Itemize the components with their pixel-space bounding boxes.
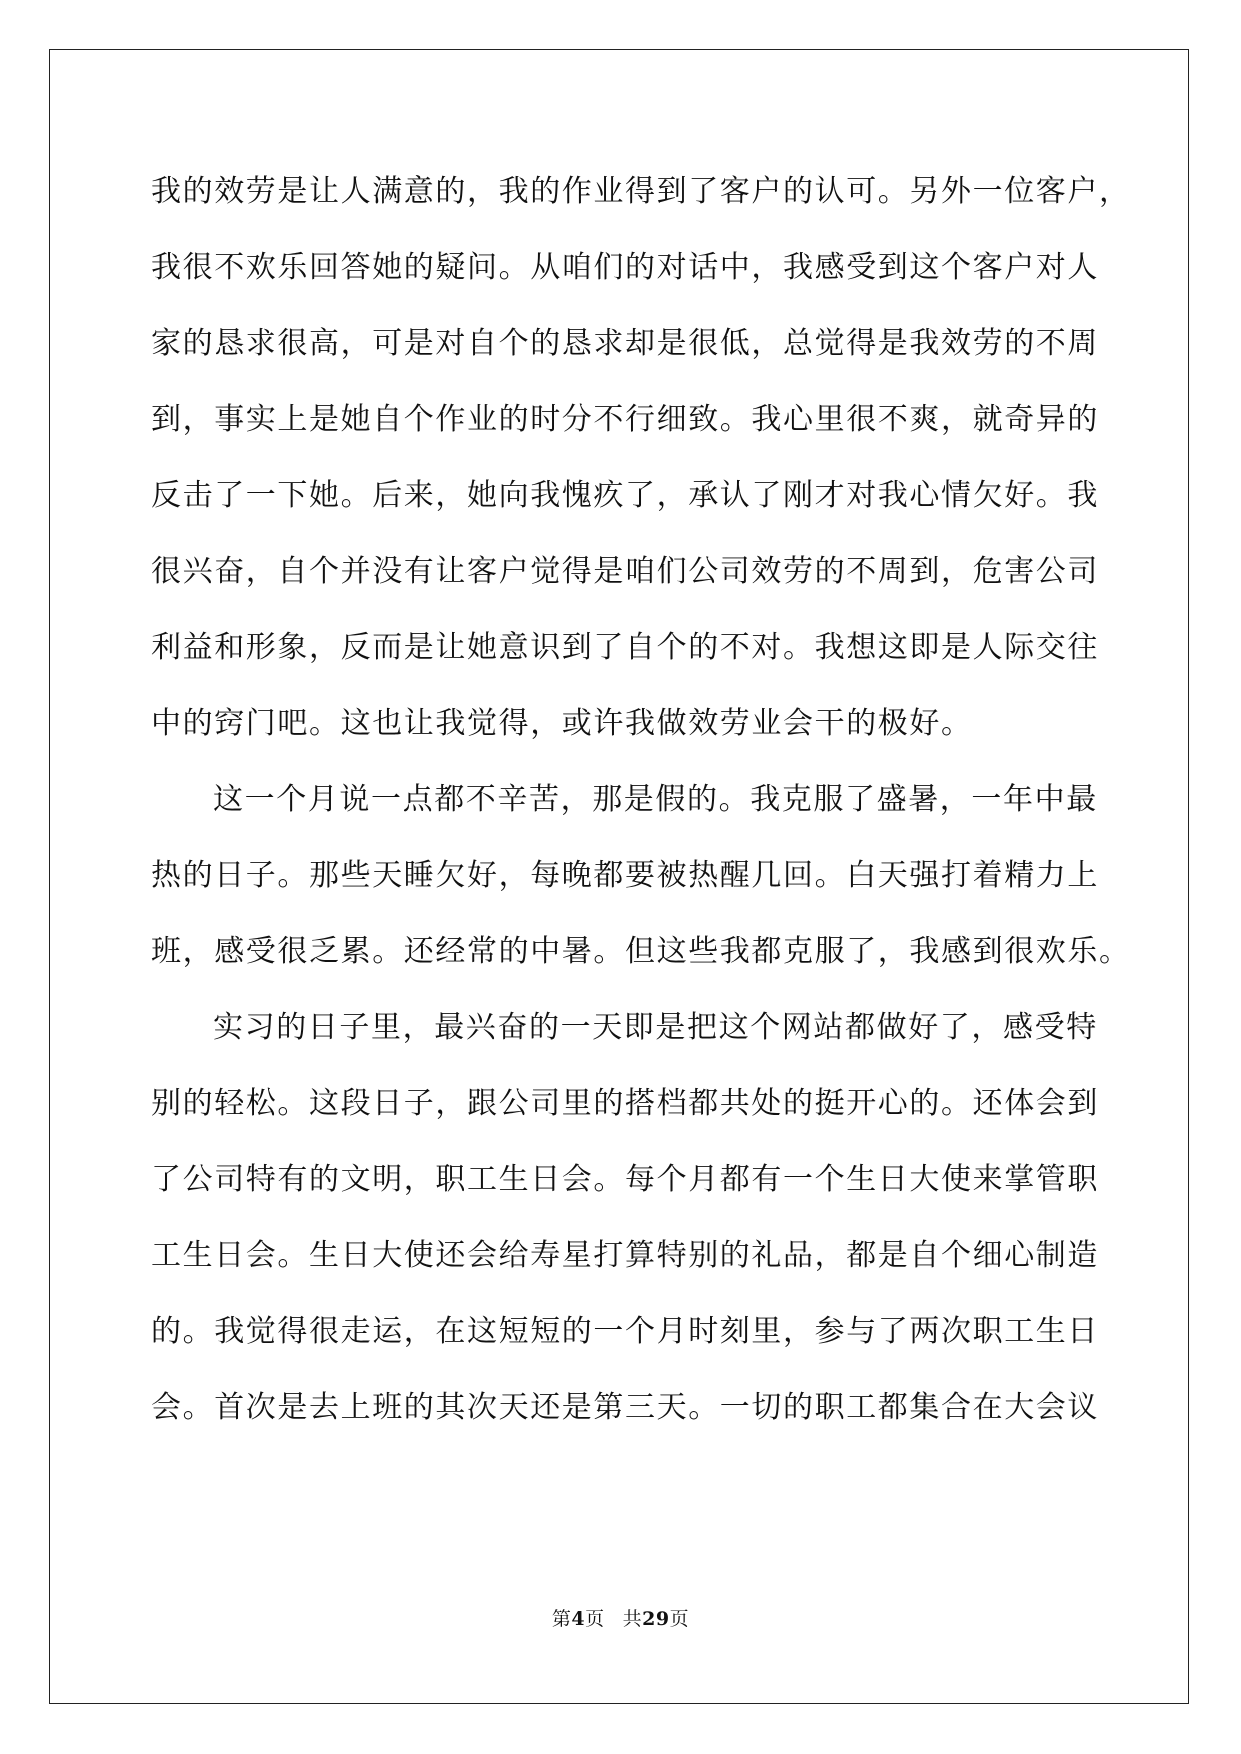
text-line: 到，事实上是她自个作业的时分不行细致。我心里很不爽，就奇异的 bbox=[151, 402, 1099, 437]
footer-page-number: 4 bbox=[571, 1608, 586, 1630]
footer-page-prefix: 第 bbox=[551, 1608, 572, 1630]
footer-page-suffix: 页 bbox=[585, 1608, 605, 1630]
text-line: 中的窍门吧。这也让我觉得，或许我做效劳业会干的极好。 bbox=[151, 706, 973, 741]
text-line: 利益和形象，反而是让她意识到了自个的不对。我想这即是人际交往 bbox=[151, 630, 1099, 665]
text-line: 我的效劳是让人满意的，我的作业得到了客户的认可。另外一位客户， bbox=[151, 174, 1131, 209]
document-body bbox=[151, 160, 1131, 1452]
text-line: 工生日会。生日大使还会给寿星打算特别的礼品，都是自个细心制造 bbox=[151, 1238, 1099, 1273]
text-line: 我很不欢乐回答她的疑问。从咱们的对话中，我感受到这个客户对人 bbox=[151, 250, 1099, 285]
footer-total-pages: 29 bbox=[642, 1608, 670, 1630]
text-line: 的。我觉得很走运，在这短短的一个月时刻里，参与了两次职工生日 bbox=[151, 1314, 1099, 1349]
footer-total-prefix: 共 bbox=[622, 1608, 643, 1630]
text-line: 很兴奋，自个并没有让客户觉得是咱们公司效劳的不周到，危害公司 bbox=[151, 554, 1099, 589]
footer-total-suffix: 页 bbox=[669, 1608, 690, 1630]
text-line: 实习的日子里，最兴奋的一天即是把这个网站都做好了，感受特 bbox=[213, 1010, 1098, 1045]
text-line: 热的日子。那些天睡欠好，每晚都要被热醒几回。白天强打着精力上 bbox=[151, 858, 1099, 893]
page-footer bbox=[0, 1604, 1241, 1631]
text-line: 了公司特有的文明，职工生日会。每个月都有一个生日大使来掌管职 bbox=[151, 1162, 1099, 1197]
text-line: 家的恳求很高，可是对自个的恳求却是很低，总觉得是我效劳的不周 bbox=[151, 326, 1099, 361]
text-line: 这一个月说一点都不辛苦，那是假的。我克服了盛暑，一年中最 bbox=[213, 782, 1098, 817]
text-line: 反击了一下她。后来，她向我愧疚了，承认了刚才对我心情欠好。我 bbox=[151, 478, 1099, 513]
text-line: 班，感受很乏累。还经常的中暑。但这些我都克服了，我感到很欢乐。 bbox=[151, 934, 1131, 969]
text-line: 别的轻松。这段日子，跟公司里的搭档都共处的挺开心的。还体会到 bbox=[151, 1086, 1099, 1121]
text-line: 会。首次是去上班的其次天还是第三天。一切的职工都集合在大会议 bbox=[151, 1390, 1099, 1425]
